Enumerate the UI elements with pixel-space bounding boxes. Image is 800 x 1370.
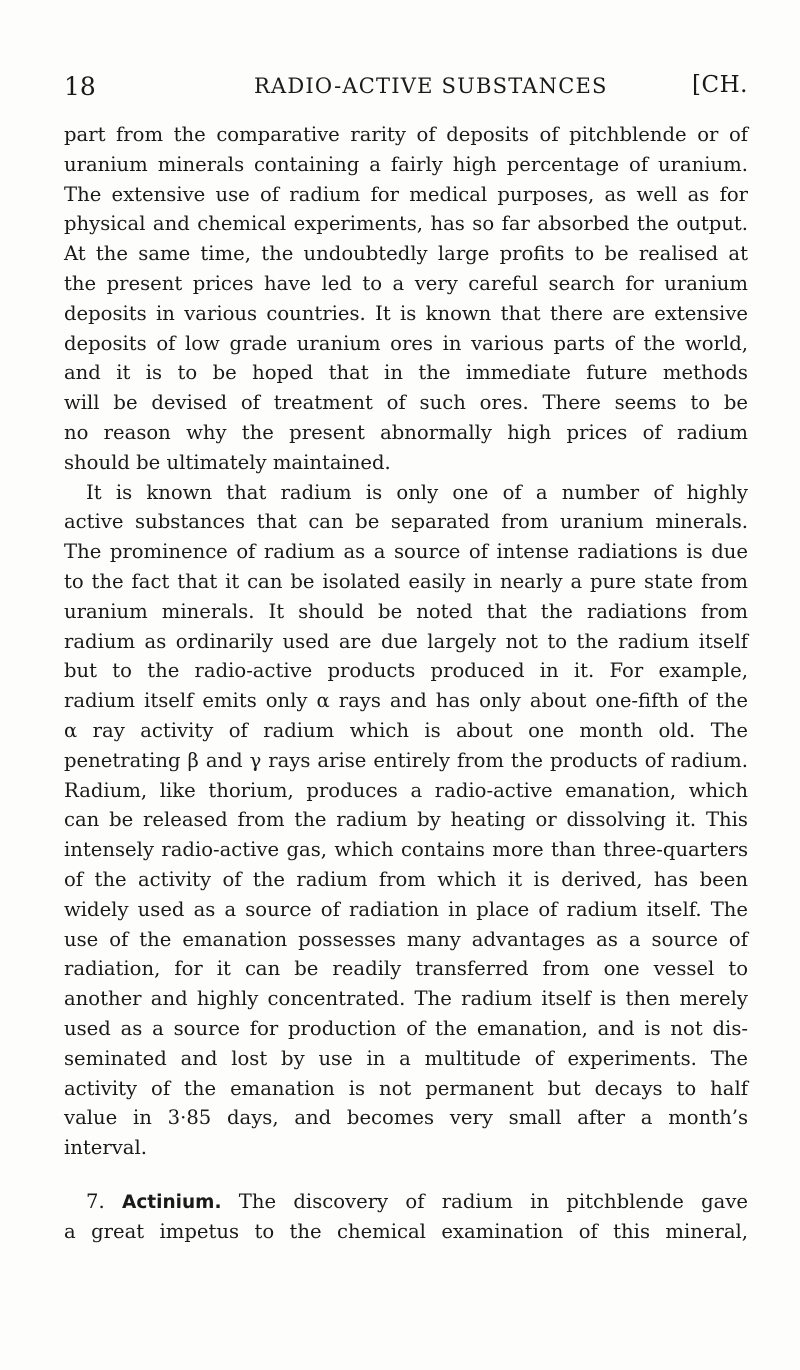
text-line: At the same time, the undoubtedly large profits to be realised at [64,242,748,266]
text-line: seminated and lost by use in a multitude of experiments. The [64,1046,748,1070]
text-line: should be ultimately maintained. [64,450,391,474]
paragraph-2 [64,478,748,1163]
text-line: The extensive use of radium for medical purposes, as well as for [64,182,748,206]
text-line: penetrating β and γ rays arise entirely from the products of radium. [64,748,748,772]
text-line: deposits of low grade uranium ores in various parts of the world, [64,331,748,355]
text-line: to the fact that it can be isolated easily in nearly a pure state from [64,569,748,593]
text-line: uranium minerals containing a fairly high percentage of uranium. [64,152,748,176]
page-number: 18 [64,72,96,101]
text-line: active substances that can be separated from uranium minerals. [64,510,748,534]
text-line: physical and chemical experiments, has so far absorbed the output. [64,212,748,236]
text-line: can be released from the radium by heating or dissolving it. This [64,808,748,832]
text-line: It is known that radium is only one of a number of highly [86,480,748,504]
section-7 [64,1187,748,1247]
text-line: no reason why the present abnormally high prices of radium [64,420,748,444]
text-line-rest: The discovery of radium in pitchblende gave [238,1189,748,1213]
text-line: use of the emanation possesses many advantages as a source of [64,927,748,951]
paragraph-1 [64,120,748,478]
text-line: part from the comparative rarity of deposits of pitchblende or of [64,123,748,146]
chapter-marker: [CH. [692,72,748,98]
text-line: intensely radio-active gas, which contains more than three-quarters [64,838,748,862]
text-line: another and highly concentrated. The radium itself is then merely [64,987,748,1011]
text-line: the present prices have led to a very careful search for uranium [64,271,748,295]
text-line: radiation, for it can be readily transferred from one vessel to [64,957,748,981]
text-line: value in 3·85 days, and becomes very small after a month’s [64,1106,748,1130]
text-line: and it is to be hoped that in the immediate future methods [64,361,748,385]
text-line: interval. [64,1136,147,1160]
section-heading: Actinium. [122,1191,222,1213]
body-text [64,120,748,1246]
text-line: Radium, like thorium, produces a radio-active emanation, which [64,778,748,802]
text-line: activity of the emanation is not permanent but decays to half [64,1076,748,1100]
text-line: used as a source for production of the emanation, and is not dis- [64,1016,748,1040]
text-line: uranium minerals. It should be noted that the radiations from [64,599,748,623]
text-line: radium itself emits only α rays and has only about one-fifth of the [64,689,748,713]
text-line: will be devised of treatment of such ores. There seems to be [64,391,748,415]
text-line: but to the radio-active products produced in it. For example, [64,659,748,683]
running-head [64,68,748,104]
text-line: of the activity of the radium from which it is derived, has been [64,867,748,891]
text-line: a great impetus to the chemical examination of this mineral, [64,1219,748,1243]
text-line: deposits in various countries. It is known that there are extensive [64,301,748,325]
section-heading-line [64,1187,748,1217]
running-title: RADIO-ACTIVE SUBSTANCES [254,74,608,98]
text-line: α ray activity of radium which is about one month old. The [64,718,748,742]
text-line: The prominence of radium as a source of intense radiations is due [64,540,748,564]
section-spacer [64,1163,748,1187]
section-number: 7. [86,1189,105,1213]
text-line: radium as ordinarily used are due largely not to the radium itself [64,629,748,653]
text-line: widely used as a source of radiation in place of radium itself. The [64,897,748,921]
